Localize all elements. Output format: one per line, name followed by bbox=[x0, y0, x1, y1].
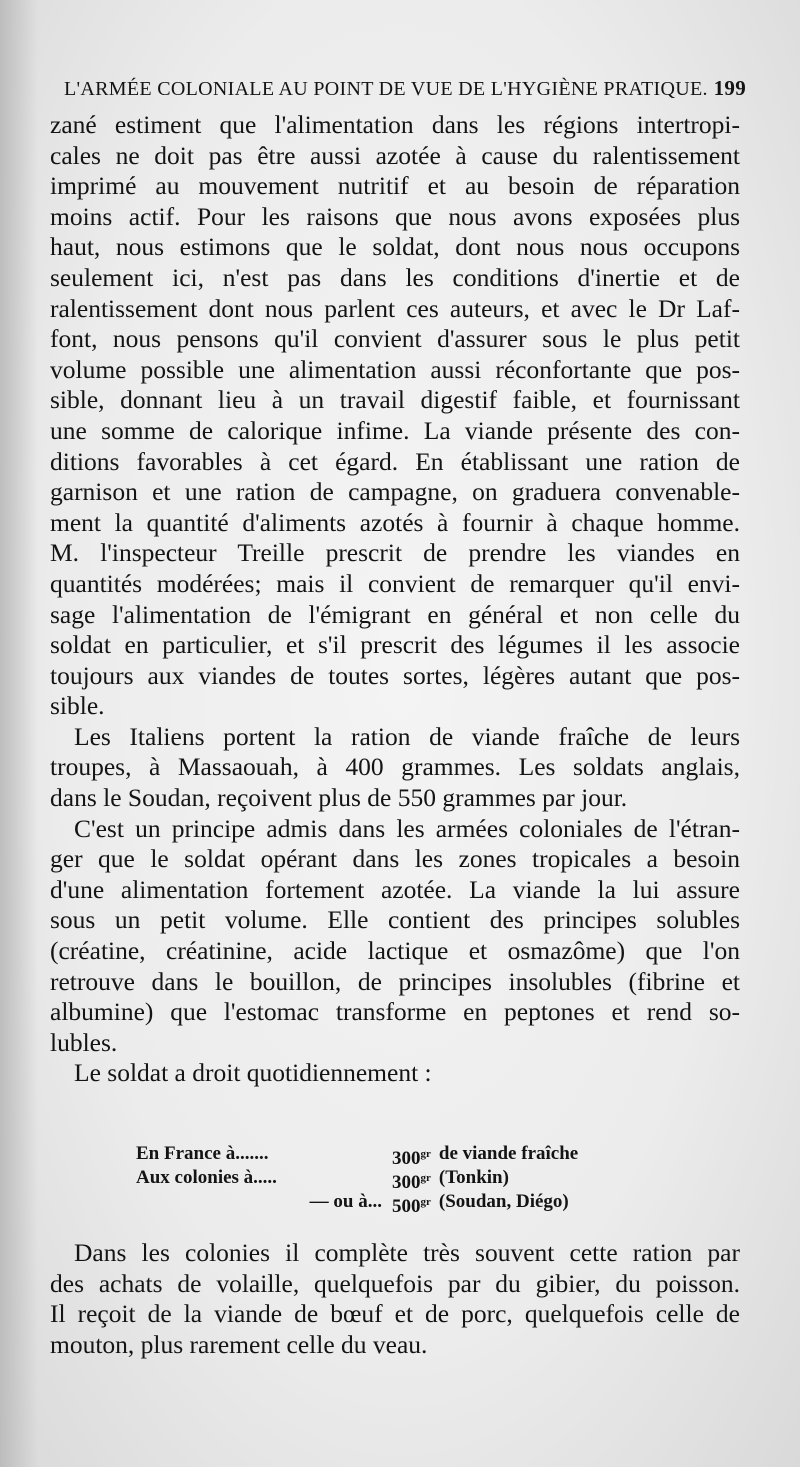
text-line: seulement ici, n'est pas dans les conditions d'inertie et de bbox=[50, 262, 740, 292]
text-line: sage l'alimentation de l'émigrant en général et non celle du bbox=[50, 599, 740, 629]
page-number: 199 bbox=[713, 76, 746, 100]
ration-row bbox=[136, 1190, 656, 1217]
ration-row bbox=[136, 1142, 656, 1169]
ration-table bbox=[136, 1142, 656, 1217]
text-line: toujours aux viandes de toutes sortes, légères autant que pos- bbox=[50, 660, 740, 690]
text-line: cales ne doit pas être aussi azotée à cause du ralentissement bbox=[50, 140, 740, 170]
text-line: garnison et une ration de campagne, on graduera convenable- bbox=[50, 477, 740, 507]
ration-description: (Tonkin) bbox=[438, 1167, 509, 1188]
ration-row bbox=[136, 1166, 656, 1193]
ration-place: En France à....... bbox=[136, 1143, 269, 1164]
text-line: haut, nous estimons que le soldat, dont nous nous occupons bbox=[50, 232, 740, 262]
text-line: ment la quantité d'aliments azotés à fournir à chaque homme. bbox=[50, 507, 740, 537]
text-line: soldat en particulier, et s'il prescrit des légumes il les associe bbox=[50, 630, 740, 660]
text-line: ger que le soldat opérant dans les zones tropicales a besoin bbox=[50, 844, 740, 874]
ration-amount: $500^{gr}$ bbox=[392, 1196, 431, 1217]
text-line: une somme de calorique infime. La viande présente des con- bbox=[50, 415, 740, 445]
text-line: d'une alimentation fortement azotée. La viande la lui assure bbox=[50, 874, 740, 904]
text-line: ditions favorables à cet égard. En établissant une ration de bbox=[50, 446, 740, 476]
text-line: ralentissement dont nous parlent ces auteurs, et avec le Dr Laf- bbox=[50, 293, 740, 323]
text-line: zané estiment que l'alimentation dans les régions intertropi- bbox=[50, 110, 740, 139]
closing-paragraph bbox=[50, 1238, 740, 1360]
ration-description: de viande fraîche bbox=[438, 1143, 579, 1164]
running-header bbox=[64, 74, 744, 104]
text-line: dans le Soudan, reçoivent plus de 550 grammes par jour. bbox=[50, 783, 628, 813]
text-line: sible. bbox=[50, 691, 105, 721]
text-line: Le soldat a droit quotidiennement : bbox=[74, 1058, 432, 1088]
text-line: M. l'inspecteur Treille prescrit de prendre les viandes en bbox=[50, 538, 740, 568]
text-line: moins actif. Pour les raisons que nous avons exposées plus bbox=[50, 201, 740, 231]
text-line: (créatine, créatinine, acide lactique et osmazôme) que l'on bbox=[50, 936, 740, 966]
text-line: des achats de volaille, quelquefois par du gibier, du poisson. bbox=[50, 1268, 740, 1298]
text-line: troupes, à Massaouah, à 400 grammes. Les soldats anglais, bbox=[50, 752, 740, 782]
text-line: Dans les colonies il complète très souvent cette ration par bbox=[74, 1238, 740, 1267]
text-line: quantités modérées; mais il convient de remarquer qu'il envi- bbox=[50, 568, 740, 598]
text-line: sible, donnant lieu à un travail digestif faible, et fournissant bbox=[50, 385, 740, 415]
text-line: C'est un principe admis dans les armées coloniales de l'étran- bbox=[74, 813, 740, 843]
page-edge-shadow bbox=[0, 0, 38, 1467]
running-header-title: L'ARMÉE COLONIALE AU POINT DE VUE DE L'HYGIÈNE PRATIQUE. bbox=[64, 78, 708, 100]
ration-description: (Soudan, Diégo) bbox=[438, 1191, 569, 1212]
text-line: retrouve dans le bouillon, de principes insolubles (fibrine et bbox=[50, 966, 740, 996]
text-line: Les Italiens portent la ration de viande fraîche de leurs bbox=[74, 721, 740, 751]
ration-place: — ou à... bbox=[309, 1191, 382, 1212]
text-line: sous un petit volume. Elle contient des principes solubles bbox=[50, 905, 740, 935]
text-line: imprimé au mouvement nutritif et au besoin de réparation bbox=[50, 171, 740, 201]
text-line: volume possible une alimentation aussi réconfortante que pos- bbox=[50, 354, 740, 384]
ration-amount: $300^{gr}$ bbox=[392, 1172, 431, 1193]
text-line: Il reçoit de la viande de bœuf et de porc, quelquefois celle de bbox=[50, 1299, 740, 1329]
ration-amount: $300^{gr}$ bbox=[392, 1148, 431, 1169]
body-text bbox=[50, 110, 740, 1089]
text-line: font, nous pensons qu'il convient d'assurer sous le plus petit bbox=[50, 324, 740, 354]
text-line: lubles. bbox=[50, 1027, 118, 1057]
ration-place: Aux colonies à..... bbox=[136, 1167, 277, 1188]
text-line: mouton, plus rarement celle du veau. bbox=[50, 1329, 428, 1359]
text-line: albumine) que l'estomac transforme en peptones et rend so- bbox=[50, 997, 740, 1027]
